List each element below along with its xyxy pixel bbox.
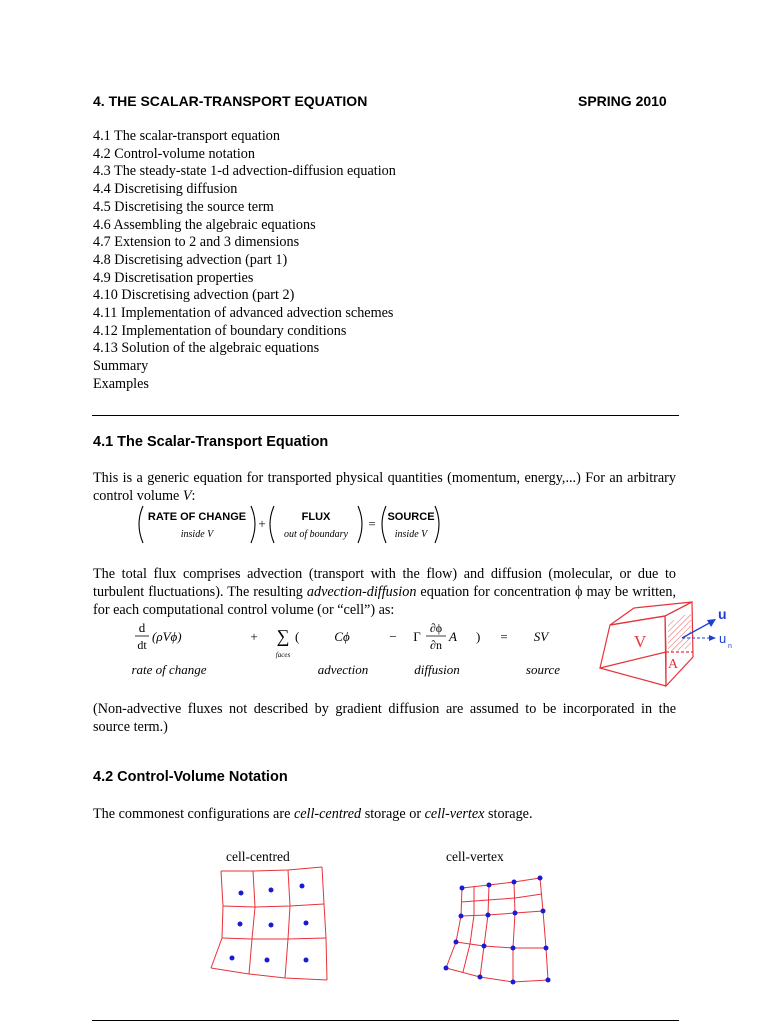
toc-item: 4.10 Discretising advection (part 2) [93,287,295,304]
toc-item: 4.3 The steady-state 1-d advection-diffusion equation [93,163,396,180]
toc-item: 4.7 Extension to 2 and 3 dimensions [93,234,300,251]
transport-equation [130,616,590,682]
vertex-node [544,946,549,951]
cell-center-node [238,922,243,927]
source-subtitle: inside V [394,529,428,540]
plus-operator: + [250,629,258,644]
cell-front-face [600,616,666,668]
label-source: source [525,662,561,677]
velocity-label: u [718,606,727,622]
vertex-node [513,911,518,916]
dn-denominator: ∂n [430,638,442,652]
vertex-node [487,883,492,888]
vertex-node [541,909,546,914]
dphi-numerator: ∂ϕ [429,621,443,635]
page-date: SPRING 2010 [578,93,667,109]
face-area-hatch [668,612,691,652]
equals-sign: = [368,516,376,531]
label-advection: advection [317,662,369,677]
toc-item: Examples [93,375,149,392]
cell-center-node [300,884,305,889]
divider [92,415,679,416]
source-term: SV [533,629,549,644]
cell-center-node [269,888,274,893]
table-of-contents [93,128,396,394]
toc-item: 4.6 Assembling the algebraic equations [93,216,316,233]
advection-diffusion-paragraph: The total flux comprises advection (transport with the flow) and diffusion (molecular, or due to turbulent fluctuations). The resulting advection-diffusion equation for concentration ϕ may be written, for each computational control volume (or “cell”) as: [93,566,676,618]
minus-operator: − [389,629,397,644]
section-heading-4-2: 4.2 Control-Volume Notation [93,769,288,785]
toc-item: Summary [93,358,149,375]
word-equation [130,503,460,547]
toc-item: 4.8 Discretising advection (part 1) [93,251,288,268]
normal-velocity-label: u [719,631,727,646]
vertex-node [511,980,516,985]
advection-term: Cϕ [334,629,350,644]
page-title: 4. THE SCALAR-TRANSPORT EQUATION [93,93,368,109]
cell-center-node [265,958,270,963]
area-term: A [449,629,457,644]
non-advective-note: (Non-advective fluxes not described by gradient diffusion are assumed to be incorporated in the source term.) [93,701,676,735]
intro-paragraph: This is a generic equation for transported physical quantities (momentum, energy,...) For an arbitrary control volume V: [93,470,676,504]
section-heading-4-1: 4.1 The Scalar-Transport Equation [93,434,329,450]
normal-velocity-subscript: n [728,643,732,650]
equals-operator: = [500,629,508,644]
configurations-paragraph: The commonest configurations are cell-centred storage or cell-vertex storage. [93,806,533,822]
vertex-node [444,966,449,971]
toc-item: 4.9 Discretisation properties [93,269,254,286]
cell-centred-grid [205,866,335,984]
vertex-node [486,913,491,918]
sum-symbol: ∑ [276,626,290,646]
cell-centred-label: cell-centred [226,849,290,864]
source-title: SOURCE [387,511,435,523]
vertex-node [511,946,516,951]
vertex-node [512,880,517,885]
rate-term: (ρVϕ) [152,629,182,644]
volume-label: V [634,632,647,651]
faces-subscript: faces [275,651,291,659]
cell-center-node [269,923,274,928]
cell-center-node [304,958,309,963]
toc-item: 4.12 Implementation of boundary conditions [93,322,347,339]
vertex-node [538,876,543,881]
close-paren: ) [476,629,481,644]
flux-subtitle: out of boundary [284,529,348,540]
d-numerator: d [138,620,146,635]
vertex-node [478,975,483,980]
cell-center-node [304,921,309,926]
toc-item: 4.1 The scalar-transport equation [93,128,280,144]
rate-of-change-subtitle: inside V [180,529,214,540]
normal-velocity-arrowhead [709,635,716,641]
area-label: A [668,657,679,672]
toc-item: 4.5 Discretising the source term [93,198,274,215]
vertex-node [454,940,459,945]
gamma-symbol: Γ [413,629,421,644]
dt-denominator: dt [137,638,147,652]
flux-title: FLUX [301,511,331,523]
toc-item: 4.11 Implementation of advanced advection schemes [93,305,394,322]
plus-sign: + [258,516,266,531]
open-paren: ( [295,629,300,644]
label-diffusion: diffusion [414,662,460,677]
cell-center-node [239,891,244,896]
vertex-node [546,978,551,983]
cell-center-node [230,956,235,961]
cell-vertex-label: cell-vertex [446,849,504,864]
toc-item: 4.2 Control-volume notation [93,145,255,162]
label-rate-of-change: rate of change [131,662,207,677]
rate-of-change-title: RATE OF CHANGE [147,511,247,523]
vertex-node [459,914,464,919]
toc-item: 4.13 Solution of the algebraic equations [93,340,320,357]
toc-item: 4.4 Discretising diffusion [93,181,238,198]
bottom-divider [92,1020,679,1021]
vertex-node [482,944,487,949]
cell-vertex-grid [438,872,558,988]
vertex-node [460,886,465,891]
control-volume-figure [592,600,742,690]
